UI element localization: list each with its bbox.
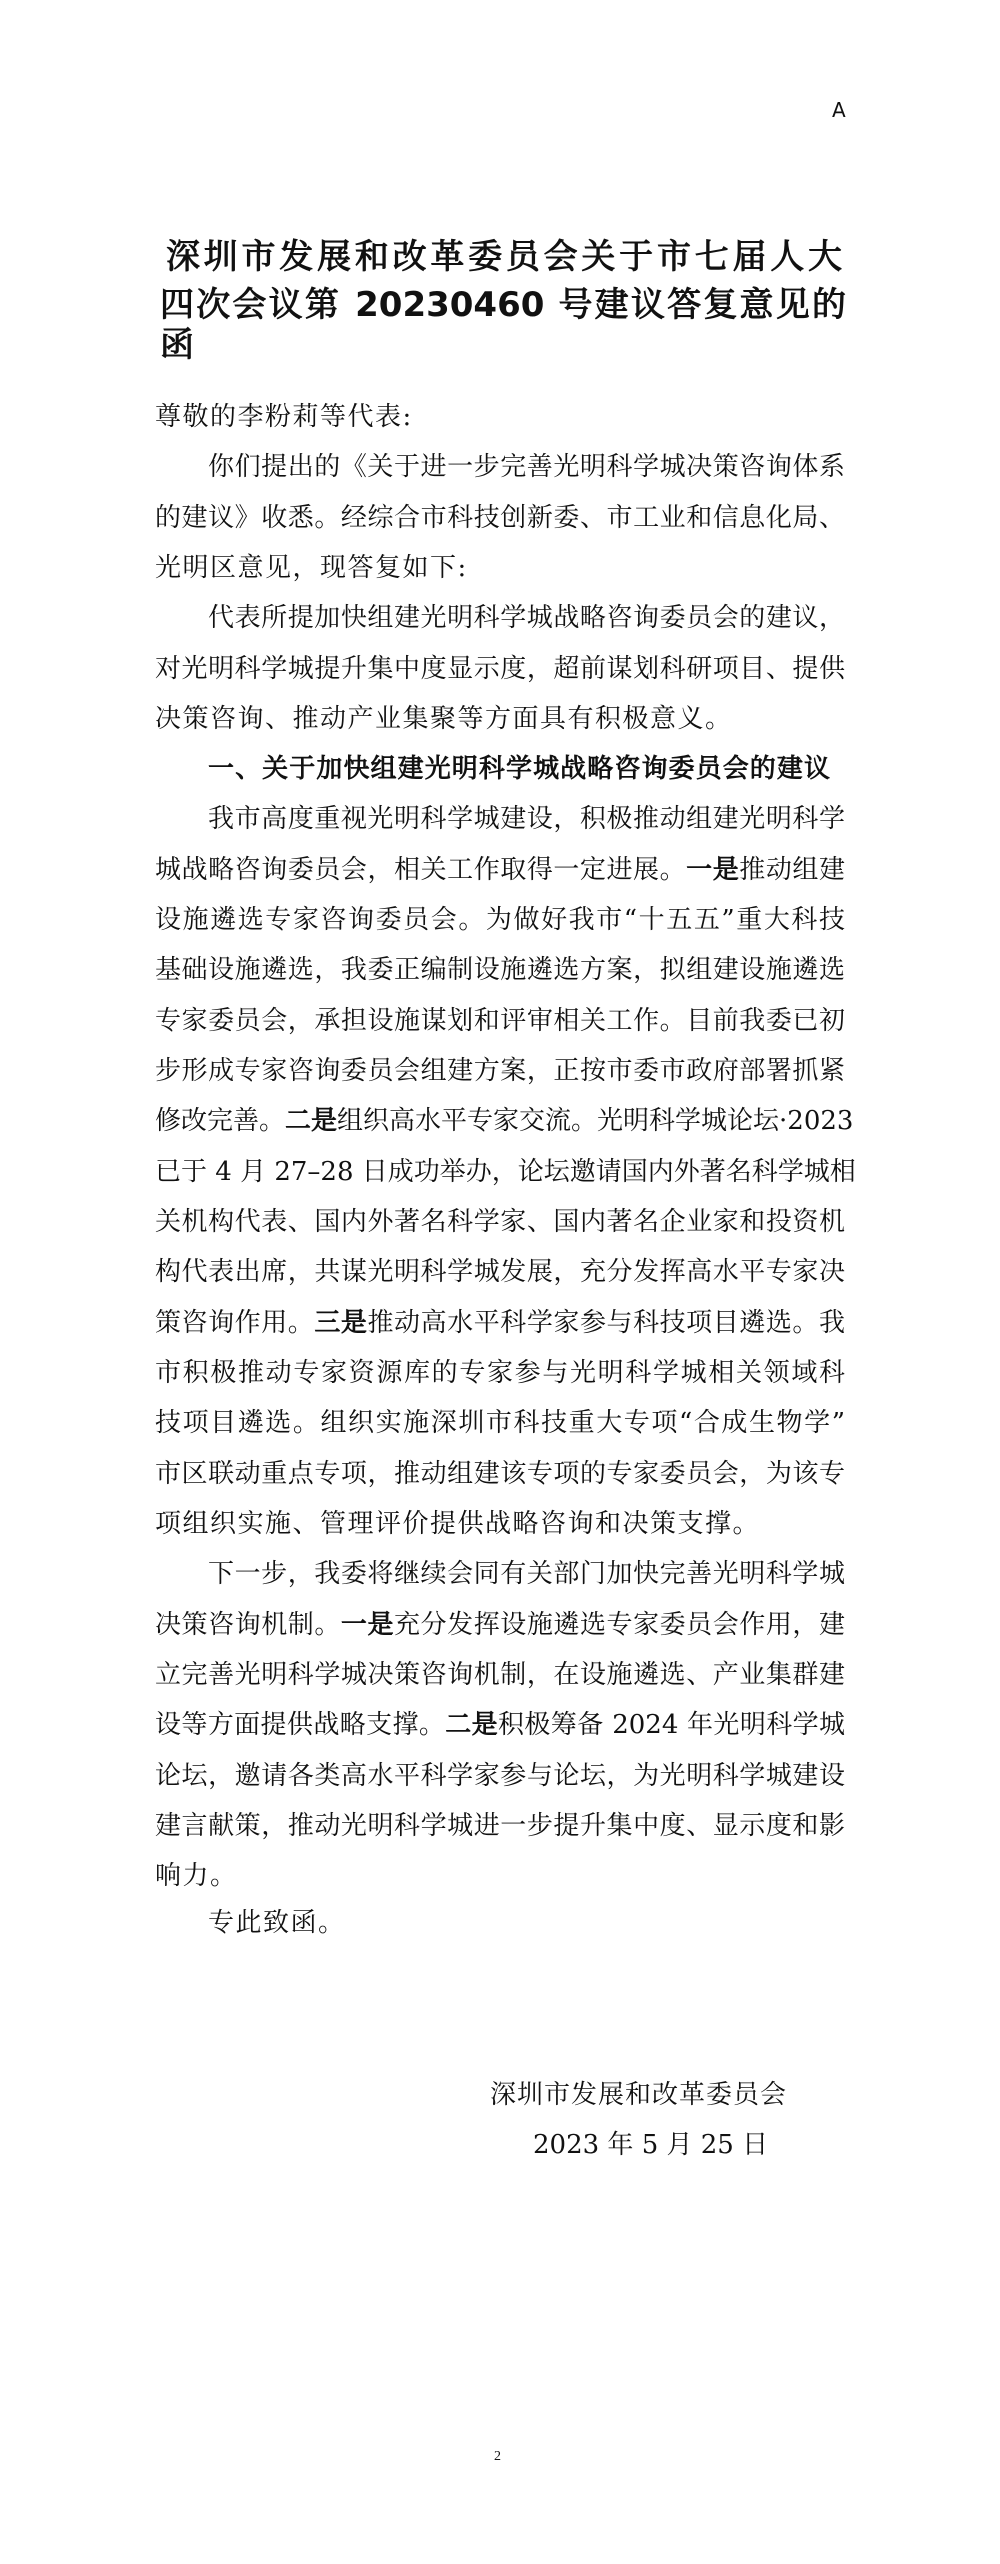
page-number: 2 [494, 2449, 501, 2464]
closing-line: 专此致函。 [208, 1908, 346, 1938]
body-text: 决策咨询机制。 [155, 1610, 341, 1640]
body-line [155, 855, 845, 905]
bold-lead: 一是 [686, 855, 740, 885]
body-line: 关机构代表、国内外著名科学家、国内著名企业家和投资机 [155, 1207, 845, 1237]
body-line: 项组织实施、管理评价提供战略咨询和决策支撑。 [155, 1509, 761, 1539]
bold-lead: 三是 [314, 1308, 368, 1338]
body-text: 充分发挥设施遴选专家委员会作用，建 [394, 1610, 845, 1640]
body-line: 的建议》收悉。经综合市科技创新委、市工业和信息化局、 [155, 503, 845, 533]
body-text: 推动高水平科学家参与科技项目遴选。我 [367, 1308, 845, 1338]
body-line [155, 1106, 854, 1156]
body-text: 策咨询作用。 [155, 1308, 315, 1338]
body-line: 我市高度重视光明科学城建设，积极推动组建光明科学 [208, 804, 845, 834]
body-text: 积极筹备 2024 年光明科学城 [498, 1710, 845, 1740]
body-text: 推动组建 [739, 855, 845, 885]
body-line: 论坛，邀请各类高水平科学家参与论坛，为光明科学城建设 [155, 1761, 845, 1791]
document-title-line-2: 四次会议第 20230460 号建议答复意见的函 [160, 285, 846, 365]
section-heading: 一、关于加快组建光明科学城战略咨询委员会的建议 [208, 754, 830, 784]
body-line: 决策咨询、推动产业集聚等方面具有积极意义。 [155, 704, 733, 734]
body-line: 下一步，我委将继续会同有关部门加快完善光明科学城 [208, 1559, 845, 1589]
body-line: 响力。 [155, 1861, 238, 1891]
body-line [155, 1710, 845, 1760]
body-line: 设施遴选专家咨询委员会。为做好我市“十五五”重大科技 [155, 905, 845, 935]
salutation: 尊敬的李粉莉等代表: [155, 402, 413, 432]
signature-organization: 深圳市发展和改革委员会 [490, 2080, 786, 2110]
body-line: 建言献策，推动光明科学城进一步提升集中度、显示度和影 [155, 1811, 845, 1841]
body-line: 步形成专家咨询委员会组建方案，正按市委市政府部署抓紧 [155, 1056, 845, 1086]
bold-lead: 一是 [340, 1610, 395, 1640]
body-line: 构代表出席，共谋光明科学城发展，充分发挥高水平专家决 [155, 1257, 845, 1287]
body-line: 你们提出的《关于进一步完善光明科学城决策咨询体系 [208, 452, 845, 482]
body-line: 市区联动重点专项，推动组建该专项的专家委员会，为该专 [155, 1459, 845, 1489]
body-line: 基础设施遴选，我委正编制设施遴选方案，拟组建设施遴选 [155, 955, 845, 985]
body-line: 市积极推动专家资源库的专家参与光明科学城相关领域科 [155, 1358, 845, 1388]
body-line [155, 1308, 845, 1358]
document-title-line-1: 深圳市发展和改革委员会关于市七届人大 [166, 237, 842, 277]
body-text: 修改完善。 [155, 1106, 286, 1136]
body-line: 技项目遴选。组织实施深圳市科技重大专项“合成生物学” [155, 1408, 845, 1438]
body-line: 专家委员会，承担设施谋划和评审相关工作。目前我委已初 [155, 1006, 845, 1036]
bold-lead: 二是 [285, 1106, 338, 1136]
body-text: 组织高水平专家交流。光明科学城论坛·2023 [337, 1106, 854, 1136]
body-line: 代表所提加快组建光明科学城战略咨询委员会的建议， [208, 603, 845, 633]
body-line: 光明区意见，现答复如下: [155, 553, 468, 583]
body-text: 设等方面提供战略支撑。 [155, 1710, 446, 1740]
corner-mark: A [832, 98, 846, 122]
body-line: 立完善光明科学城决策咨询机制，在设施遴选、产业集群建 [155, 1660, 845, 1690]
signature-date: 2023 年 5 月 25 日 [533, 2130, 769, 2160]
body-line: 已于 4 月 27–28 日成功举办，论坛邀请国内外著名科学城相 [155, 1157, 856, 1187]
bold-lead: 二是 [445, 1710, 499, 1740]
body-line [155, 1610, 845, 1660]
body-line: 对光明科学城提升集中度显示度，超前谋划科研项目、提供 [155, 654, 845, 684]
body-text: 城战略咨询委员会，相关工作取得一定进展。 [155, 855, 687, 885]
